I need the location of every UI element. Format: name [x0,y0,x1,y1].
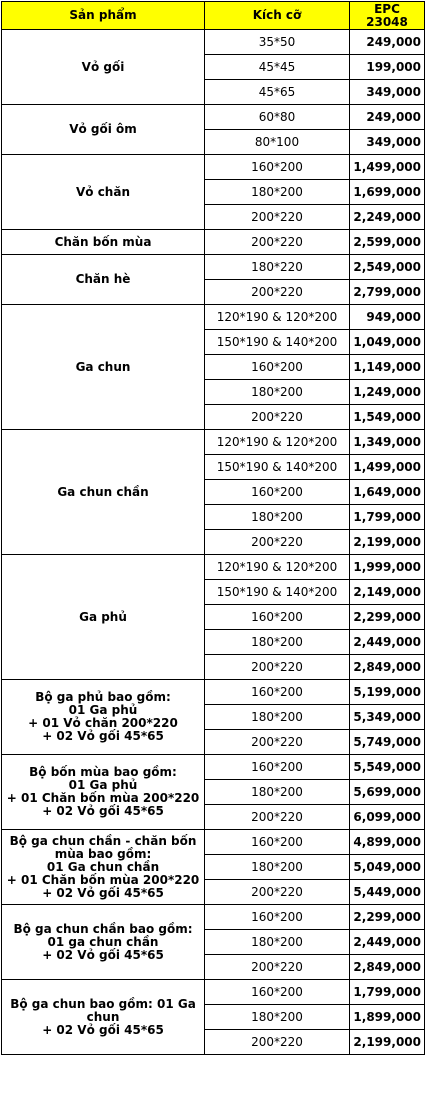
size-cell: 160*200 [205,605,350,630]
table-row [2,230,425,255]
size-cell: 35*50 [205,30,350,55]
table-row [2,755,425,780]
size-cell: 150*190 & 140*200 [205,330,350,355]
price-cell: 5,049,000 [350,855,425,880]
price-cell: 4,899,000 [350,830,425,855]
product-cell: Chăn bốn mùa [2,230,205,255]
price-cell: 249,000 [350,105,425,130]
product-cell: Bộ ga chun bao gồm: 01 Ga chun + 02 Vỏ gối 45*65 [2,980,205,1055]
size-cell: 180*200 [205,505,350,530]
product-cell: Chăn hè [2,255,205,305]
size-cell: 60*80 [205,105,350,130]
price-cell: 5,549,000 [350,755,425,780]
price-cell: 2,199,000 [350,530,425,555]
price-cell: 1,799,000 [350,505,425,530]
header-size: Kích cỡ [205,2,350,30]
price-cell: 949,000 [350,305,425,330]
product-cell: Ga phủ [2,555,205,680]
size-cell: 200*220 [205,280,350,305]
size-cell: 120*190 & 120*200 [205,305,350,330]
table-row [2,905,425,930]
price-cell: 5,749,000 [350,730,425,755]
size-cell: 45*45 [205,55,350,80]
size-cell: 200*220 [205,1030,350,1055]
size-cell: 200*220 [205,230,350,255]
size-cell: 160*200 [205,155,350,180]
size-cell: 160*200 [205,480,350,505]
size-cell: 180*200 [205,930,350,955]
size-cell: 180*200 [205,630,350,655]
header-row [2,2,425,30]
price-cell: 5,449,000 [350,880,425,905]
product-cell: Ga chun [2,305,205,430]
product-cell: Bộ ga chun chần - chăn bốn mùa bao gồm: 01 Ga chun chần + 01 Chăn bốn mùa 200*220 + 02 Vỏ gối 45*65 [2,830,205,905]
header-price: EPC 23048 [350,2,425,30]
size-cell: 80*100 [205,130,350,155]
size-cell: 180*200 [205,705,350,730]
table-row [2,105,425,130]
price-cell: 2,149,000 [350,580,425,605]
size-cell: 160*200 [205,905,350,930]
size-cell: 200*220 [205,805,350,830]
price-cell: 1,249,000 [350,380,425,405]
size-cell: 120*190 & 120*200 [205,555,350,580]
price-cell: 5,349,000 [350,705,425,730]
table-row [2,430,425,455]
size-cell: 160*200 [205,355,350,380]
price-cell: 2,299,000 [350,605,425,630]
table-body [2,30,425,1055]
price-cell: 1,999,000 [350,555,425,580]
price-cell: 2,249,000 [350,205,425,230]
product-cell: Vỏ gối [2,30,205,105]
price-cell: 2,599,000 [350,230,425,255]
price-cell: 349,000 [350,130,425,155]
size-cell: 180*200 [205,180,350,205]
size-cell: 200*220 [205,730,350,755]
size-cell: 160*200 [205,755,350,780]
price-cell: 1,549,000 [350,405,425,430]
price-cell: 2,549,000 [350,255,425,280]
product-cell: Vỏ gối ôm [2,105,205,155]
table-row [2,980,425,1005]
product-cell: Bộ bốn mùa bao gồm: 01 Ga phủ + 01 Chăn bốn mùa 200*220 + 02 Vỏ gối 45*65 [2,755,205,830]
price-cell: 6,099,000 [350,805,425,830]
table-row [2,555,425,580]
table-row [2,155,425,180]
price-cell: 249,000 [350,30,425,55]
size-cell: 160*200 [205,980,350,1005]
size-cell: 180*200 [205,780,350,805]
price-cell: 2,299,000 [350,905,425,930]
table-row [2,680,425,705]
price-cell: 1,799,000 [350,980,425,1005]
price-cell: 1,149,000 [350,355,425,380]
price-cell: 5,199,000 [350,680,425,705]
price-cell: 5,699,000 [350,780,425,805]
size-cell: 200*220 [205,530,350,555]
table-row [2,305,425,330]
price-cell: 2,449,000 [350,630,425,655]
product-cell: Bộ ga chun chần bao gồm: 01 ga chun chần + 02 Vỏ gối 45*65 [2,905,205,980]
product-cell: Ga chun chần [2,430,205,555]
size-cell: 200*220 [205,955,350,980]
price-cell: 2,849,000 [350,655,425,680]
price-cell: 2,799,000 [350,280,425,305]
price-cell: 2,849,000 [350,955,425,980]
price-cell: 2,199,000 [350,1030,425,1055]
size-cell: 200*220 [205,405,350,430]
price-cell: 1,499,000 [350,155,425,180]
table-row [2,30,425,55]
price-cell: 199,000 [350,55,425,80]
size-cell: 160*200 [205,680,350,705]
price-cell: 1,349,000 [350,430,425,455]
price-cell: 2,449,000 [350,930,425,955]
size-cell: 180*220 [205,255,350,280]
size-cell: 180*200 [205,1005,350,1030]
size-cell: 120*190 & 120*200 [205,430,350,455]
price-cell: 1,499,000 [350,455,425,480]
size-cell: 180*200 [205,380,350,405]
price-cell: 1,649,000 [350,480,425,505]
size-cell: 200*220 [205,655,350,680]
price-cell: 1,049,000 [350,330,425,355]
size-cell: 150*190 & 140*200 [205,580,350,605]
price-cell: 1,699,000 [350,180,425,205]
product-cell: Bộ ga phủ bao gồm: 01 Ga phủ + 01 Vỏ chăn 200*220 + 02 Vỏ gối 45*65 [2,680,205,755]
header-product: Sản phẩm [2,2,205,30]
size-cell: 150*190 & 140*200 [205,455,350,480]
size-cell: 180*200 [205,855,350,880]
price-cell: 349,000 [350,80,425,105]
price-cell: 1,899,000 [350,1005,425,1030]
size-cell: 200*220 [205,205,350,230]
price-table [1,1,425,1055]
size-cell: 160*200 [205,830,350,855]
size-cell: 200*220 [205,880,350,905]
table-header [2,2,425,30]
product-cell: Vỏ chăn [2,155,205,230]
table-row [2,830,425,855]
size-cell: 45*65 [205,80,350,105]
table-row [2,255,425,280]
